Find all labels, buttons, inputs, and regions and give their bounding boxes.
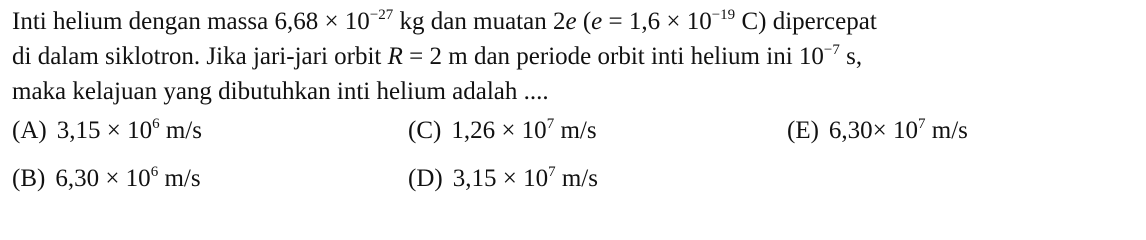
mass-exponent: −27 xyxy=(369,7,394,23)
option-unit: m/s xyxy=(555,165,598,192)
option-value: 3,15 × 10 xyxy=(56,117,153,144)
option-c[interactable] xyxy=(408,113,597,148)
text-fragment: ( xyxy=(576,8,592,35)
option-letter: (D) xyxy=(408,165,443,192)
option-unit: m/s xyxy=(159,117,202,144)
text-fragment: kg dan muatan xyxy=(393,8,553,35)
option-e[interactable] xyxy=(787,113,968,148)
question-line-3: maka kelajuan yang dibutuhkan inti helium adalah .... xyxy=(12,78,549,105)
charge-symbol: e xyxy=(565,8,577,35)
mass-mantissa: 6,68 × 10 xyxy=(274,8,370,35)
option-exponent: 7 xyxy=(546,116,555,132)
option-exponent: 7 xyxy=(548,164,556,180)
option-exponent: 6 xyxy=(152,116,160,132)
option-unit: m/s xyxy=(158,165,201,192)
option-letter: (B) xyxy=(12,165,46,192)
mass-value xyxy=(274,8,393,35)
option-value: 6,30 × 10 xyxy=(55,165,151,192)
text-fragment: s, xyxy=(839,43,863,70)
option-b[interactable] xyxy=(12,161,201,196)
question-line-2 xyxy=(12,39,1138,74)
option-exponent: 7 xyxy=(918,116,926,132)
text-fragment: di dalam siklotron. Jika jari-jari orbit xyxy=(12,43,388,70)
e-exponent: −19 xyxy=(711,7,736,23)
option-unit: m/s xyxy=(925,117,968,144)
elementary-charge xyxy=(591,8,735,35)
radius-symbol: R xyxy=(387,43,403,70)
option-exponent: 6 xyxy=(150,164,159,180)
option-value: 1,26 × 10 xyxy=(451,117,547,144)
option-letter: (C) xyxy=(408,117,442,144)
e-value: = 1,6 × 10 xyxy=(602,8,712,35)
text-fragment: C) dipercepat xyxy=(735,8,877,35)
charge-value xyxy=(553,8,577,35)
question-line-1 xyxy=(12,4,1138,39)
text-fragment: Inti helium dengan massa xyxy=(12,8,275,35)
option-letter: (A) xyxy=(12,117,47,144)
question-text xyxy=(12,4,1138,109)
option-value: 3,15 × 10 xyxy=(452,165,549,192)
answer-options xyxy=(12,113,1138,205)
period-exponent: −7 xyxy=(823,42,840,58)
text-fragment: = 2 m dan periode orbit inti helium ini 10 xyxy=(402,43,824,70)
charge-coefficient: 2 xyxy=(552,8,566,35)
option-a[interactable] xyxy=(12,113,202,148)
e-symbol: e xyxy=(591,8,603,35)
option-unit: m/s xyxy=(554,117,597,144)
option-d[interactable] xyxy=(408,161,598,196)
option-value: 6,30× 10 xyxy=(828,117,919,144)
option-letter: (E) xyxy=(787,117,819,144)
